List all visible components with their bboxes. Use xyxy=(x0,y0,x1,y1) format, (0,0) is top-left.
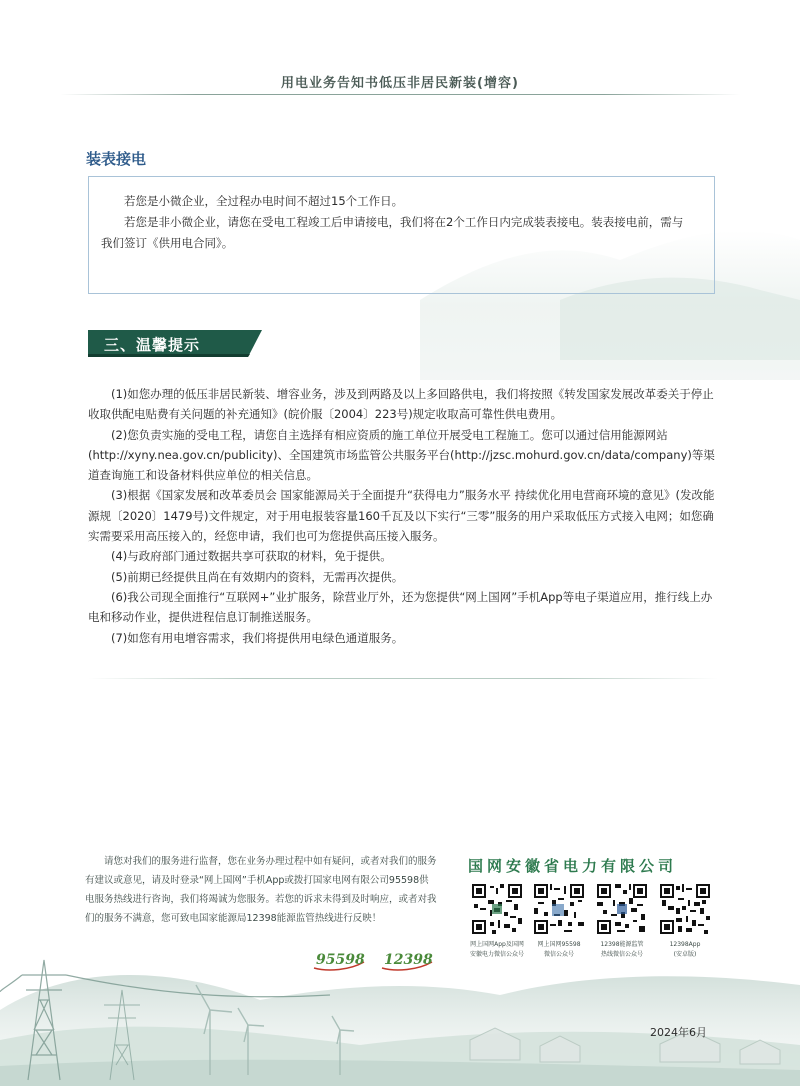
tip-item: (1)如您办理的低压非居民新装、增容业务，涉及到两路及以上多回路供电，我们将按照《转发国家发展改革委关于停止收取供配电贴费有关问题的补充通知》(皖价服〔2004〕223号)规定收取高可靠性供电费用。 xyxy=(88,387,714,422)
tip-item: (6)我公司现全面推行“互联网+”业扩服务，除营业厅外，还为您提供“网上国网”手机App等电子渠道应用，推行线上办电和移动作业，提供进程信息订制推送服务。 xyxy=(88,589,713,625)
tip-item: (5)前期已经提供且尚在有效期内的资料，无需再次提供。 xyxy=(111,569,404,584)
qr-caption xyxy=(462,940,532,960)
qr-caption-line: 12398App xyxy=(669,941,701,948)
qr-caption-line: (安卓版) xyxy=(673,951,697,958)
qr-caption xyxy=(524,940,594,960)
tips-divider xyxy=(88,678,718,679)
tips-section-banner xyxy=(88,330,262,357)
qr-code-icon xyxy=(534,884,584,934)
tips-list xyxy=(88,384,718,648)
header-divider xyxy=(60,94,740,95)
tip-item: (3)根据《国家发展和改革委员会 国家能源局关于全面提升“获得电力”服务水平 持续优化用电营商环境的意见》(发改能源规〔2020〕1479号)文件规定，对于用电报装容量160千瓦及以下实行“三零”服务的用户采取低压方式接入电网；如您确实需要采用高压接入的，经您申请，我们也可为您提供高压接入服务。 xyxy=(88,488,715,544)
tip-item: (2)您负责实施的受电工程，请您自主选择有相应资质的施工单位开展受电工程施工。您可以通过信用能源网站(http://xyny.nea.gov.cn/publicity)、全国建筑市场监管公共服务平台(http://jzsc.mohurd.gov.cn/data/company)等渠道查询施工和设备材料供应单位的相关信息。 xyxy=(88,427,715,483)
qr-code-12398-app xyxy=(660,884,710,938)
qr-code-icon xyxy=(597,884,647,934)
qr-caption-line: 网上国网95598 xyxy=(537,941,581,948)
install-section-heading: 装表接电 xyxy=(86,150,147,168)
hotline-number: 12398 xyxy=(384,952,433,968)
qr-code-wangshangguowang xyxy=(472,884,522,938)
qr-code-icon xyxy=(660,884,710,934)
company-name: 国网安徽省电力有限公司 xyxy=(468,857,678,875)
supervision-notice xyxy=(85,852,437,928)
qr-caption-line: 微信公众号 xyxy=(543,951,574,958)
install-paragraph: 若您是非小微企业，请您在受电工程竣工后申请接电，我们将在2个工作日内完成装表接电。装表接电前，需与我们签订《供用电合同》。 xyxy=(101,215,684,250)
tips-section-heading: 三、温馨提示 xyxy=(104,336,201,354)
document-date: 2024年6月 xyxy=(650,1026,707,1039)
qr-code-icon xyxy=(472,884,522,934)
tip-item: (7)如您有用电增容需求，我们将提供用电绿色通道服务。 xyxy=(111,630,404,645)
qr-code-95598 xyxy=(534,884,584,938)
qr-code-12398-wechat xyxy=(597,884,647,938)
supervision-text: 请您对我们的服务进行监督，您在业务办理过程中如有疑问，或者对我们的服务有建议或意见，请及时登录“网上国网”手机App或拨打国家电网有限公司95598供电服务热线进行咨询，我们将竭诚为您服务。若您的诉求未得到及时响应，或者对我们的服务不满意，您可致电国家能源局12398能源监管热线进行反映！ xyxy=(85,856,437,924)
page-header-title: 用电业务告知书低压非居民新装(增容) xyxy=(281,76,519,91)
qr-caption-line: 安徽电力微信公众号 xyxy=(469,951,524,958)
qr-caption-line: 网上国网App及国网 xyxy=(470,941,524,948)
qr-caption-line: 热线微信公众号 xyxy=(600,951,643,958)
install-paragraph: 若您是小微企业，全过程办电时间不超过15个工作日。 xyxy=(124,194,404,208)
tip-item: (4)与政府部门通过数据共享可获取的材料，免于提供。 xyxy=(111,549,392,564)
qr-caption xyxy=(650,940,720,960)
install-info-box xyxy=(88,176,715,294)
hotline-number: 95598 xyxy=(316,952,365,968)
qr-caption xyxy=(587,940,657,960)
qr-caption-line: 12398能源监管 xyxy=(600,941,644,948)
